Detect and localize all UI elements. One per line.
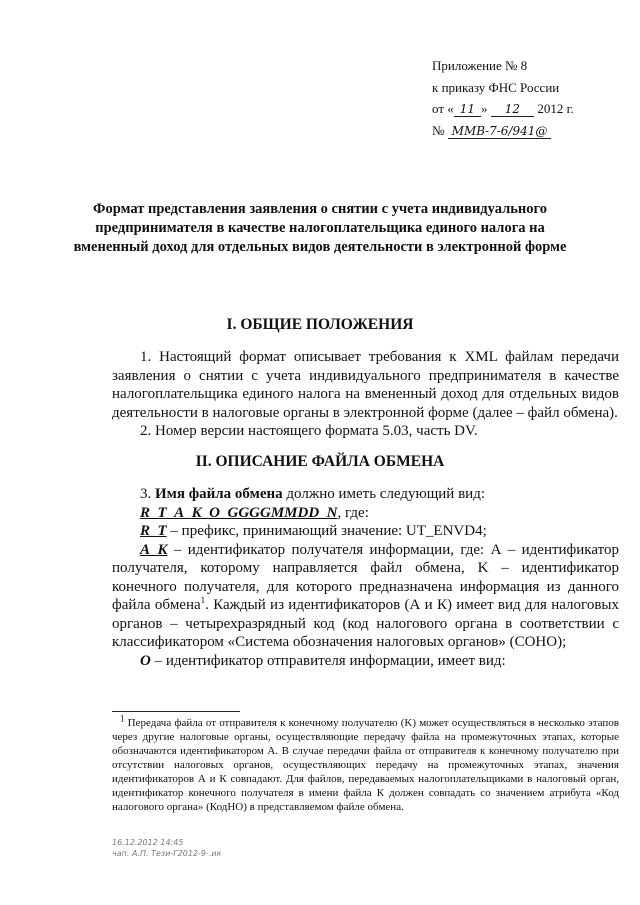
o-code: O xyxy=(140,652,151,669)
ak-text: – идентификатор получателя информации, где: А – идентификатор получателя, которому направляется файл обмена, K – идентификатор конечного получателя, для которого предназначена информация из данного файла обмена xyxy=(112,541,619,613)
date-day: 11 xyxy=(454,102,481,117)
section-1-heading: I. ОБЩИЕ ПОЛОЖЕНИЯ xyxy=(226,316,414,333)
ak-text-2: . Каждый из идентификаторов (А и К) имеет вид для налоговых органов – четырехразрядный код (код налогового органа в соответствии с классификатором «Система обозначения налоговых органов» (СОНО); xyxy=(112,597,619,650)
footnote xyxy=(112,713,619,814)
p3-number: 3. xyxy=(140,486,155,502)
p3-rest: должно иметь следующий вид: xyxy=(282,486,485,502)
order-reference: к приказу ФНС России xyxy=(432,80,560,95)
paragraph-2: 2. Номер версии настоящего формата 5.03, часть DV. xyxy=(140,423,478,439)
section-2-heading: II. ОПИСАНИЕ ФАЙЛА ОБМЕНА xyxy=(195,453,445,470)
o-text: – идентификатор отправителя информации, имеет вид: xyxy=(150,652,506,669)
footnote-divider xyxy=(112,711,240,712)
pattern-code: R_T_A_K_O_GGGGMMDD_N xyxy=(140,504,338,521)
print-stamp-line-2: чап. А.П. Тези-Г2012-9-.ик xyxy=(112,849,222,858)
rt-code: R_T xyxy=(140,523,167,539)
footnote-ref: 1 xyxy=(200,595,206,605)
date-from-label: от « xyxy=(432,101,454,116)
ak-definition xyxy=(112,541,619,652)
rt-text: – префикс, принимающий значение: UT_ENVD4; xyxy=(166,523,487,539)
o-definition xyxy=(112,652,619,671)
date-month: 12 xyxy=(491,102,534,117)
date-year: 2012 г. xyxy=(537,101,574,116)
date-sep: » xyxy=(481,101,488,116)
paragraph-1: 1. Настоящий формат описывает требования к XML файлам передачи заявления о снятии с учета индивидуального предпринимателя в качестве налогоплательщика единого налога на вмененный доход для отдельных видов деятельности в налоговые органы в электронной форме (далее – файл обмена). xyxy=(112,349,619,421)
file-name-pattern xyxy=(112,504,619,523)
order-number xyxy=(432,123,551,139)
p3-term: Имя файла обмена xyxy=(155,486,283,502)
attachment-label: Приложение № 8 xyxy=(432,58,528,73)
print-stamp-line-1: 16.12.2012 14:45 xyxy=(112,838,184,847)
pattern-tail: , где: xyxy=(337,504,369,521)
section-2-body xyxy=(112,485,619,670)
ak-code: A_K xyxy=(140,541,168,558)
number-value: ММВ-7-6/941@ xyxy=(448,124,552,139)
rt-definition xyxy=(112,522,619,541)
paragraph-3 xyxy=(112,485,619,504)
document-title: Формат представления заявления о снятии с учета индивидуального предпринимателя в качестве налогоплательщика единого налога на вмененный доход для отдельных видов деятельности в электронной форме xyxy=(73,201,567,255)
order-date xyxy=(432,101,574,117)
footnote-mark: 1 xyxy=(120,713,125,724)
section-1-body xyxy=(112,348,619,441)
footnote-text: Передача файла от отправителя к конечному получателю (K) может осуществляться в несколько этапов через другие налоговые органы, осуществляющие передачу файла на промежуточных этапах, которые обозначаются идентификатором А. В случае передачи файла от отправителя к конечному получателю при отсутствии налоговых органов, осуществляющих передачу на промежуточных этапах, значения идентификаторов А и К совпадают. Для файлов, передаваемых налогоплательщиками в налоговый орган, идентификатор конечного получателя в имени файла К должен совпадать со значением атрибута «Код налогового органа» (КодНО) в представляемом файле обмена. xyxy=(112,717,619,813)
number-label: № xyxy=(432,123,445,138)
